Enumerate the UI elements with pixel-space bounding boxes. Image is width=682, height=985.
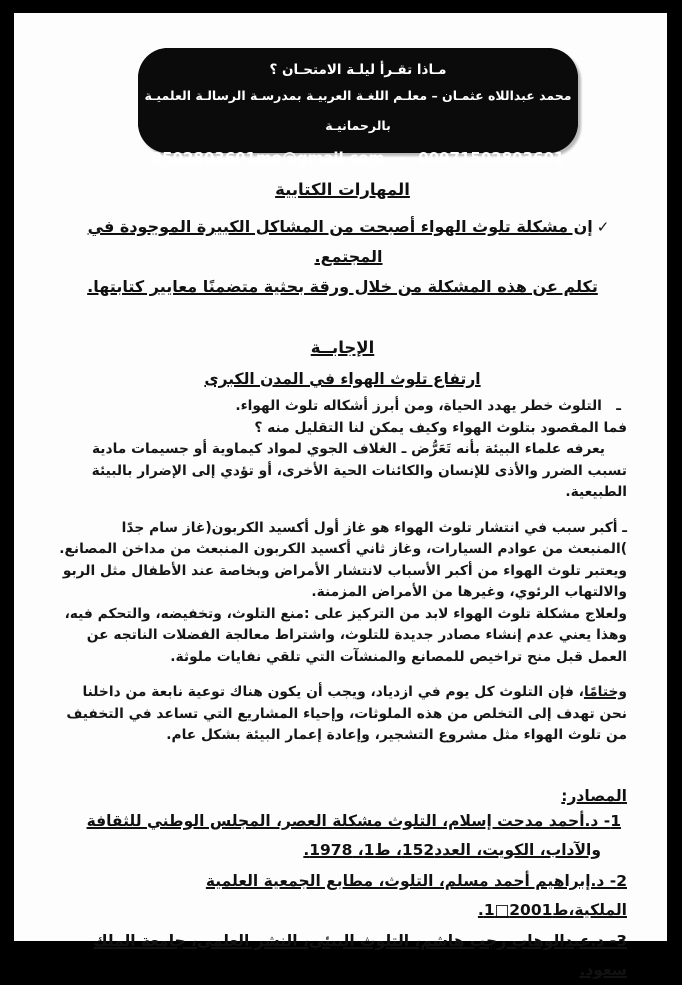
closing-paragraph: [58, 682, 627, 747]
header-question-line: مـاذا تقـرأ ليلـة الامتحـان ؟: [269, 62, 447, 78]
source-item: 3- د.عبدالوهاب رجب هاشم، التلوث البيئي، النشر العلمي، جامعة الملك سعود.: [93, 931, 627, 979]
closing-rest-text: ، فإن التلوث كل يوم في ازدياد، ويجب أن يكون هناك توعية نابعة من داخلنا نحن تهدف إلى التخلص من هذه الملوثات، وإحياء المشاريع التي تساعد في التخفيف من تلوث الهواء مثل مشروع التشجير، وإعادة إعمار البيئة بشكل عام.: [66, 684, 627, 743]
question-text-1: إن مشكلة تلوث الهواء أصبحت من المشاكل الكبيرة الموجودة في المجتمع.: [87, 217, 593, 266]
question-line-1: [58, 212, 639, 272]
section-title-writing-skills: المهارات الكتابية: [275, 180, 410, 199]
email-link[interactable]: 0502803601mo@gmail.com: [151, 149, 385, 167]
body-paragraph: ويعتبر تلوث الهواء من أكبر الأسباب لانتشار الأمراض وبخاصة عند الأطفال مثل الربو والالتهاب الرئوي، وغيرها من الأمراض المزمنة.: [62, 562, 627, 600]
source-item: 1- د.أحمد مدحت إسلام، التلوث مشكلة العصر، المجلس الوطني للثقافة والآداب، الكويت، العدد152، ط1، 1978.: [86, 811, 621, 859]
author-line: محمد عبداللاه عثمـان – معلـم اللغـة العربيـة بمدرسـة الرسالـة العلميـة بالرحمانيـة: [144, 88, 572, 133]
question-text-2: تكلم عن هذه المشكلة من خلال ورقة بحثية متضمنًا معايير كتابتها.: [87, 277, 598, 296]
body-paragraph: يعرفه علماء البيئة بأنه تَعَرُّض ـ الغلاف الجوي لمواد كيماوية أو جسيمات مادية تسبب الضرر والأذى للإنسان والكائنات الحية الأخرى، أو تؤدي إلى الإضرار بالبيئة الطبيعية.: [91, 441, 627, 500]
document-body: [14, 180, 667, 985]
sources-section: [58, 787, 627, 985]
checkmark-icon: ✓: [596, 218, 610, 236]
closing-lead-word: وختامًا: [583, 684, 627, 700]
body-paragraph: فما المقصود بتلوث الهواء وكيف يمكن لنا التقليل منه ؟: [254, 419, 627, 436]
phone-number: 00971502803601: [418, 149, 565, 167]
sources-title: المصادر:: [561, 786, 627, 805]
contact-separator: –: [397, 149, 405, 167]
answer-title: الإجابــة: [310, 338, 375, 357]
source-item: 2- د.إبراهيم أحمد مسلم، التلوث، مطابع الجمعية العلمية الملكية،ط2001□1.: [205, 871, 627, 919]
answer-subtitle: ارتفاع تلوث الهواء في المدن الكبرى: [204, 370, 481, 388]
body-paragraph: ولعلاج مشكلة تلوث الهواء لابد من التركيز على :منع التلوث، وتخفيضه، والتحكم فيه، وهذا يعني عدم إنشاء مصادر جديدة للتلوث، واشتراط معالجة الفضلات الناتجه عن العمل قبل منح تراخيص للمصانع والمنشآت التي تلقي نفايات ملوثة.: [64, 605, 627, 665]
question-line-2: [58, 272, 627, 302]
contact-line: [138, 141, 578, 175]
question-block: [58, 212, 627, 302]
header-banner: [138, 48, 578, 167]
body-paragraph: ـ التلوث خطر يهدد الحياة، ومن أبرز أشكاله تلوث الهواء.: [235, 398, 621, 414]
document-page: [14, 13, 667, 979]
body-paragraph: ـ أكبر سبب في انتشار تلوث الهواء هو غاز أول أكسيد الكربون(غاز سام جدًا )المنبعث من عوادم السيارات، وغاز ثاني أكسيد الكربون المنبعث من مداخن المصانع.: [59, 519, 627, 557]
